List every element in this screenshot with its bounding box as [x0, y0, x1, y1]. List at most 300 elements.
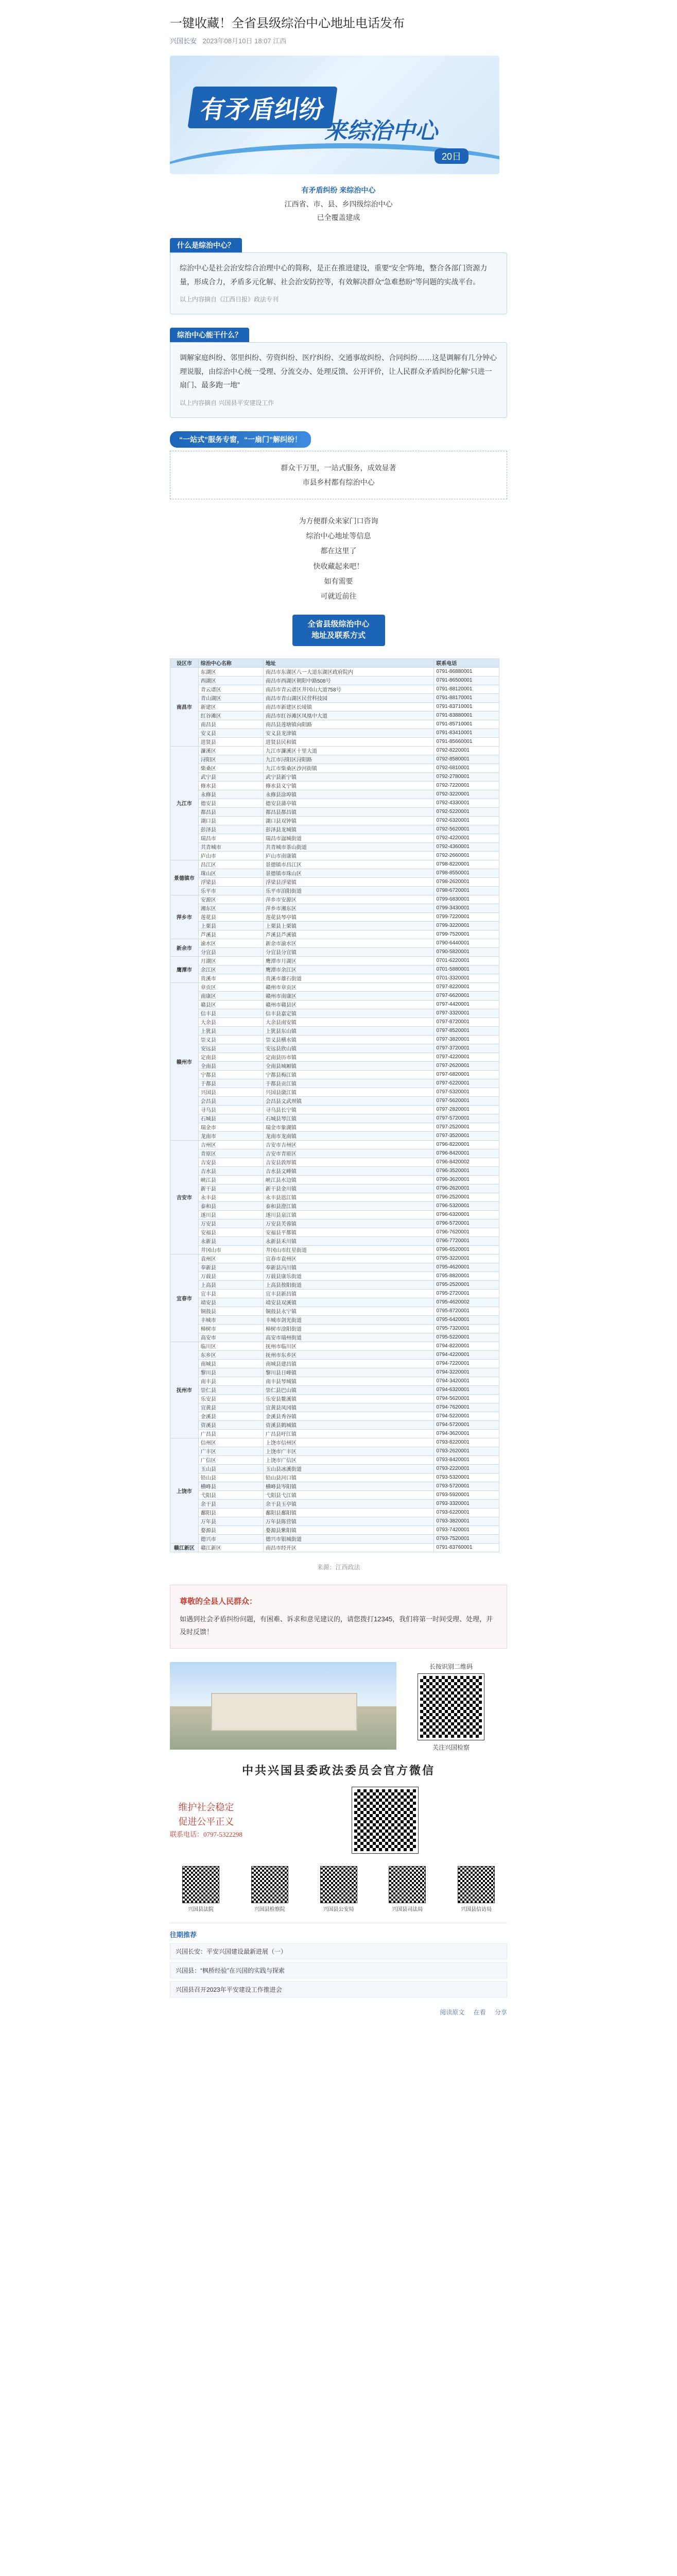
table-row	[170, 842, 499, 851]
table-row	[170, 1096, 499, 1105]
recent-item[interactable]: 兴国长安：平安兴国建设最新进展（一）	[170, 1943, 507, 1959]
center-name-cell: 东湖区	[198, 667, 263, 676]
center-name-cell: 吉水县	[198, 1166, 263, 1175]
center-name-cell: 玉山县	[198, 1464, 263, 1473]
table-row	[170, 1123, 499, 1131]
phone-cell[interactable]: 0701-5880001	[434, 965, 499, 974]
phone-cell[interactable]: 0795-8720001	[434, 1307, 499, 1315]
table-row	[170, 1420, 499, 1429]
committee-title: 中共兴国县委政法委员会官方微信	[241, 1764, 435, 1777]
slogan-phone: 联系电话：0797-5322298	[170, 1831, 242, 1839]
address-cell: 樟树市淦阳街道	[263, 1324, 433, 1333]
phone-cell[interactable]: 0794-7620001	[434, 1403, 499, 1412]
table-row	[170, 1079, 499, 1088]
phone-cell[interactable]: 0792-5220001	[434, 807, 499, 816]
phone-cell[interactable]: 0797-5320001	[434, 1088, 499, 1096]
scene-head: “一站式”服务专窗，“一扇门”解纠纷！	[170, 431, 311, 448]
table-row	[170, 755, 499, 764]
qr-item-label: 兴国县法院	[188, 1906, 214, 1912]
address-cell: 寻乌县长宁镇	[263, 1105, 433, 1114]
center-name-cell: 广信区	[198, 1455, 263, 1464]
phone-cell[interactable]: 0797-8720001	[434, 1018, 499, 1026]
phone-cell[interactable]: 0791-85710001	[434, 720, 499, 728]
table-row	[170, 895, 499, 904]
address-cell: 赣州市南康区	[263, 991, 433, 1000]
phone-cell[interactable]: 0792-3220001	[434, 790, 499, 799]
address-cell: 全南县城厢镇	[263, 1061, 433, 1070]
address-cell: 湖口县双钟镇	[263, 816, 433, 825]
slogan-line1: 维护社会稳定	[178, 1802, 234, 1812]
center-name-cell: 芦溪县	[198, 930, 263, 939]
address-cell: 南昌县莲塘镇向阳路	[263, 720, 433, 728]
address-cell: 景德镇市昌江区	[263, 860, 433, 869]
table-row	[170, 1272, 499, 1280]
phone-cell[interactable]: 0797-8520001	[434, 1026, 499, 1035]
table-row	[170, 1543, 499, 1552]
table-row	[170, 1228, 499, 1236]
phone-cell[interactable]: 0792-7220001	[434, 781, 499, 790]
address-cell: 泰和县澄江镇	[263, 1201, 433, 1210]
table-row	[170, 860, 499, 869]
phone-cell[interactable]: 0795-4620002	[434, 1298, 499, 1307]
poem	[170, 514, 507, 604]
phone-cell[interactable]: 0793-8220001	[434, 1438, 499, 1447]
phone-cell[interactable]: 0799-6830001	[434, 895, 499, 904]
address-cell: 于都县贡江镇	[263, 1079, 433, 1088]
phone-cell[interactable]: 0792-6320001	[434, 816, 499, 825]
center-name-cell: 共青城市	[198, 842, 263, 851]
phone-cell[interactable]: 0797-3320001	[434, 1009, 499, 1018]
center-name-cell: 万载县	[198, 1272, 263, 1280]
table-row	[170, 746, 499, 755]
address-cell: 南昌市东湖区八一大道东湖区政府院内	[263, 667, 433, 676]
intro-line2: 江西省、市、县、乡四级综治中心	[284, 199, 393, 208]
table-row	[170, 693, 499, 702]
phone-cell[interactable]: 0799-3430001	[434, 904, 499, 912]
center-name-cell: 南丰县	[198, 1377, 263, 1385]
address-cell: 南昌市青山湖区民营科技园	[263, 693, 433, 702]
table-row	[170, 1201, 499, 1210]
section1-source: 以上内容摘自《江西日报》政法专刊	[180, 296, 279, 303]
phone-cell[interactable]: 0794-5620001	[434, 1394, 499, 1403]
phone-cell[interactable]: 0793-5320001	[434, 1473, 499, 1482]
address-cell: 抚州市东乡区	[263, 1350, 433, 1359]
qr-item[interactable]	[313, 1865, 364, 1912]
phone-cell[interactable]: 0797-3820001	[434, 1035, 499, 1044]
table-row	[170, 667, 499, 676]
address-cell: 九江市柴桑区沙河街镇	[263, 764, 433, 772]
phone-cell[interactable]: 0793-8420001	[434, 1455, 499, 1464]
qr-row	[175, 1865, 502, 1912]
phone-cell[interactable]: 0797-3720001	[434, 1044, 499, 1053]
address-cell: 鹰潭市余江区	[263, 965, 433, 974]
center-name-cell: 于都县	[198, 1079, 263, 1088]
address-cell: 九江市浔阳区浔阳路	[263, 755, 433, 764]
center-name-cell: 吉州区	[198, 1140, 263, 1149]
city-cell: 南昌市	[170, 667, 199, 746]
address-cell: 南城县建昌镇	[263, 1359, 433, 1368]
address-cell: 抚州市临川区	[263, 1342, 433, 1350]
phone-cell[interactable]: 0797-2620001	[434, 1061, 499, 1070]
table-row	[170, 921, 499, 930]
center-name-cell: 彭泽县	[198, 825, 263, 834]
phone-cell[interactable]: 0794-3220001	[434, 1368, 499, 1377]
phone-cell[interactable]: 0794-5220001	[434, 1412, 499, 1420]
address-cell: 崇仁县巴山镇	[263, 1385, 433, 1394]
phone-cell[interactable]: 0795-2720001	[434, 1289, 499, 1298]
recent-head: 往期推荐	[170, 1930, 197, 1939]
address-cell: 广昌县旴江镇	[263, 1429, 433, 1438]
phone-cell[interactable]: 0791-83410001	[434, 728, 499, 737]
phone-cell[interactable]: 0790-6440001	[434, 939, 499, 947]
table-row	[170, 939, 499, 947]
address-cell: 进贤县民和镇	[263, 737, 433, 746]
phone-cell[interactable]: 0793-6220001	[434, 1508, 499, 1517]
center-name-cell: 安远县	[198, 1044, 263, 1053]
phone-cell[interactable]: 0796-5320001	[434, 1201, 499, 1210]
table-row	[170, 728, 499, 737]
city-cell: 宜春市	[170, 1254, 199, 1342]
address-cell: 大余县南安镇	[263, 1018, 433, 1026]
center-name-cell: 上犹县	[198, 1026, 263, 1035]
center-name-cell: 青原区	[198, 1149, 263, 1158]
phone-cell[interactable]: 0795-6420001	[434, 1315, 499, 1324]
center-name-cell: 贵溪市	[198, 974, 263, 982]
center-name-cell: 宁都县	[198, 1070, 263, 1079]
table-row	[170, 1473, 499, 1482]
account-link[interactable]: 兴国长安	[170, 37, 197, 45]
table-row	[170, 799, 499, 807]
center-name-cell: 乐安县	[198, 1394, 263, 1403]
center-name-cell: 兴国县	[198, 1088, 263, 1096]
address-cell: 赣州市赣县区	[263, 1000, 433, 1009]
scene-line2: 市县乡村都有综治中心	[302, 478, 375, 486]
phone-cell[interactable]: 0793-2220001	[434, 1464, 499, 1473]
table-row	[170, 1149, 499, 1158]
table-row	[170, 956, 499, 965]
building-shape	[211, 1693, 357, 1731]
address-cell: 瑞昌市湓城街道	[263, 834, 433, 842]
address-cell: 庐山市南康镇	[263, 851, 433, 860]
phone-cell[interactable]: 0798-8220001	[434, 860, 499, 869]
center-name-cell: 崇仁县	[198, 1385, 263, 1394]
address-cell: 彭泽县龙城镇	[263, 825, 433, 834]
table-row	[170, 685, 499, 693]
phone-cell[interactable]: 0793-2620001	[434, 1447, 499, 1455]
qr-code-icon	[321, 1867, 357, 1903]
share-link[interactable]: 分享	[494, 2008, 507, 2016]
phone-cell[interactable]: 0797-5720001	[434, 1114, 499, 1123]
committee-qr-icon[interactable]	[352, 1787, 418, 1853]
phone-cell[interactable]: 0792-5620001	[434, 825, 499, 834]
center-name-cell: 濂溪区	[198, 746, 263, 755]
city-cell: 新余市	[170, 939, 199, 956]
phone-cell[interactable]: 0799-7520001	[434, 930, 499, 939]
address-cell: 奉新县冯川镇	[263, 1263, 433, 1272]
address-cell: 铜鼓县永宁镇	[263, 1307, 433, 1315]
address-cell: 南昌市红谷滩区凤凰中大道	[263, 711, 433, 720]
center-name-cell: 湘东区	[198, 904, 263, 912]
phone-cell[interactable]: 0794-5720001	[434, 1420, 499, 1429]
phone-cell[interactable]: 0791-83710001	[434, 702, 499, 711]
address-cell: 信丰县嘉定镇	[263, 1009, 433, 1018]
table-row	[170, 1464, 499, 1473]
center-name-cell: 余干县	[198, 1499, 263, 1508]
address-cell: 万安县芙蓉镇	[263, 1219, 433, 1228]
phone-cell[interactable]: 0796-2620001	[434, 1184, 499, 1193]
qr-item[interactable]	[175, 1865, 227, 1912]
center-name-cell: 安源区	[198, 895, 263, 904]
center-name-cell: 上高县	[198, 1280, 263, 1289]
table-row	[170, 1307, 499, 1315]
phone-cell[interactable]: 0797-6620001	[434, 991, 499, 1000]
table-header-row	[170, 658, 499, 667]
table-row	[170, 1131, 499, 1140]
phone-cell[interactable]: 0792-6810001	[434, 764, 499, 772]
phone-cell[interactable]: 0797-2820001	[434, 1105, 499, 1114]
phone-cell[interactable]: 0792-8580001	[434, 755, 499, 764]
phone-cell[interactable]: 0791-85660001	[434, 737, 499, 746]
table-row	[170, 982, 499, 991]
phone-cell[interactable]: 0792-2780001	[434, 772, 499, 781]
address-cell: 南昌市西湖区朝阳中路508号	[263, 676, 433, 685]
phone-cell[interactable]: 0791-83760001	[434, 1543, 499, 1552]
address-cell: 弋阳县弋江镇	[263, 1490, 433, 1499]
center-name-cell: 浔阳区	[198, 755, 263, 764]
phone-cell[interactable]: 0796-8420001	[434, 1149, 499, 1158]
phone-cell[interactable]: 0796-6520001	[434, 1245, 499, 1254]
phone-cell[interactable]: 0795-7320001	[434, 1324, 499, 1333]
table-row	[170, 1263, 499, 1272]
phone-cell[interactable]: 0797-6220001	[434, 1079, 499, 1088]
phone-cell[interactable]: 0791-83880001	[434, 711, 499, 720]
phone-cell[interactable]: 0793-7520001	[434, 1534, 499, 1543]
phone-cell[interactable]: 0795-4620001	[434, 1263, 499, 1272]
banner-line3: 20日	[435, 148, 468, 164]
phone-cell[interactable]: 0791-88120001	[434, 685, 499, 693]
center-name-cell: 广丰区	[198, 1447, 263, 1455]
center-name-cell: 青山湖区	[198, 693, 263, 702]
table-row	[170, 1438, 499, 1447]
table-row	[170, 1193, 499, 1201]
section2-source: 以上内容摘自 兴国县平安建设工作	[180, 399, 274, 406]
phone-cell[interactable]: 0792-4220001	[434, 834, 499, 842]
qr-code-icon[interactable]	[418, 1674, 484, 1740]
phone-cell[interactable]: 0797-6820001	[434, 1070, 499, 1079]
table-row	[170, 1166, 499, 1175]
table-header-cell: 联系电话	[434, 658, 499, 667]
qr-block	[405, 1662, 497, 1752]
phone-cell[interactable]: 0799-3220001	[434, 921, 499, 930]
phone-cell[interactable]: 0790-5820001	[434, 947, 499, 956]
address-cell: 吉安市吉州区	[263, 1140, 433, 1149]
intro-line3: 已全覆盖建成	[317, 213, 360, 222]
phone-cell[interactable]: 0797-2520001	[434, 1123, 499, 1131]
phone-cell[interactable]: 0794-6320001	[434, 1385, 499, 1394]
phone-cell[interactable]: 0793-5920001	[434, 1490, 499, 1499]
address-cell: 金溪县秀谷镇	[263, 1412, 433, 1420]
phone-cell[interactable]: 0701-6220001	[434, 956, 499, 965]
address-cell: 遂川县泉江镇	[263, 1210, 433, 1219]
address-cell: 德安县蒲亭镇	[263, 799, 433, 807]
address-cell: 龙南市龙南镇	[263, 1131, 433, 1140]
phone-cell[interactable]: 0794-8220001	[434, 1342, 499, 1350]
table-row	[170, 702, 499, 711]
address-cell: 安远县欣山镇	[263, 1044, 433, 1053]
qr-item[interactable]	[450, 1865, 502, 1912]
phone-cell[interactable]: 0795-8820001	[434, 1272, 499, 1280]
phone-cell[interactable]: 0795-3220001	[434, 1254, 499, 1263]
phone-cell[interactable]: 0798-6720001	[434, 886, 499, 895]
table-row	[170, 869, 499, 877]
center-name-cell: 金溪县	[198, 1412, 263, 1420]
center-name-cell: 遂川县	[198, 1210, 263, 1219]
center-name-cell: 南城县	[198, 1359, 263, 1368]
address-cell: 兴国县潋江镇	[263, 1088, 433, 1096]
address-cell: 井冈山市红星街道	[263, 1245, 433, 1254]
city-cell: 萍乡市	[170, 895, 199, 939]
table-row	[170, 1315, 499, 1324]
phone-cell[interactable]: 0797-4220001	[434, 1053, 499, 1061]
address-cell: 安义县龙津镇	[263, 728, 433, 737]
center-name-cell: 浮梁县	[198, 877, 263, 886]
phone-cell[interactable]: 0796-3620001	[434, 1175, 499, 1184]
center-name-cell: 广昌县	[198, 1429, 263, 1438]
phone-cell[interactable]: 0799-7220001	[434, 912, 499, 921]
phone-cell[interactable]: 0794-3620001	[434, 1429, 499, 1438]
center-name-cell: 泰和县	[198, 1201, 263, 1210]
phone-cell[interactable]: 0791-88170001	[434, 693, 499, 702]
center-name-cell: 铅山县	[198, 1473, 263, 1482]
phone-cell[interactable]: 0793-3820001	[434, 1517, 499, 1526]
recent-item[interactable]: 兴国县召开2023年平安建设工作推进会	[170, 1981, 507, 1997]
table-row	[170, 1482, 499, 1490]
phone-cell[interactable]: 0796-7720001	[434, 1236, 499, 1245]
phone-cell[interactable]: 0792-4330001	[434, 799, 499, 807]
table-row	[170, 1158, 499, 1166]
center-name-cell: 横峰县	[198, 1482, 263, 1490]
article	[170, 0, 507, 2024]
scene-box	[170, 451, 507, 499]
phone-cell[interactable]: 0793-3320001	[434, 1499, 499, 1508]
center-name-cell: 德兴市	[198, 1534, 263, 1543]
phone-cell[interactable]: 0791-86500001	[434, 676, 499, 685]
article-title: 一键收藏！全省县级综治中心地址电话发布	[170, 16, 405, 30]
article-meta	[170, 36, 507, 45]
phone-cell[interactable]: 0796-2520001	[434, 1193, 499, 1201]
phone-cell[interactable]: 0792-4360001	[434, 842, 499, 851]
table-row	[170, 1333, 499, 1342]
address-cell: 鄱阳县鄱阳镇	[263, 1508, 433, 1517]
phone-cell[interactable]: 0796-7620001	[434, 1228, 499, 1236]
banner-line2: 来综治中心	[324, 118, 438, 144]
read-original-link[interactable]: 阅读原文	[440, 2008, 465, 2016]
qr-item[interactable]	[244, 1865, 296, 1912]
phone-cell[interactable]: 0797-3520001	[434, 1131, 499, 1140]
center-name-cell: 安福县	[198, 1228, 263, 1236]
table-row	[170, 1350, 499, 1359]
phone-cell[interactable]: 0795-5220001	[434, 1333, 499, 1342]
city-cell: 吉安市	[170, 1140, 199, 1254]
city-cell: 上饶市	[170, 1438, 199, 1543]
table-row	[170, 825, 499, 834]
phone-cell[interactable]: 0797-5620001	[434, 1096, 499, 1105]
center-name-cell: 万年县	[198, 1517, 263, 1526]
phone-cell[interactable]: 0793-5720001	[434, 1482, 499, 1490]
phone-cell[interactable]: 0798-2620001	[434, 877, 499, 886]
address-cell: 上饶市广信区	[263, 1455, 433, 1464]
table-row	[170, 1210, 499, 1219]
phone-cell[interactable]: 0792-8220001	[434, 746, 499, 755]
intro-line1: 有矛盾纠纷 来综治中心	[301, 186, 376, 195]
table-row	[170, 834, 499, 842]
address-cell: 萍乡市湘东区	[263, 904, 433, 912]
poem-line: 可就近前往	[320, 592, 357, 601]
table-row	[170, 1026, 499, 1035]
address-cell: 德兴市银城街道	[263, 1534, 433, 1543]
phone-cell[interactable]: 0796-5720001	[434, 1219, 499, 1228]
promo-row	[170, 1662, 507, 1752]
phone-cell[interactable]: 0796-6320001	[434, 1210, 499, 1219]
recent-item[interactable]: 兴国县：“枫桥经验”在兴国的实践与探索	[170, 1962, 507, 1978]
phone-cell[interactable]: 0797-4420001	[434, 1000, 499, 1009]
poem-line: 为方便群众来家门口咨询	[299, 516, 378, 525]
address-cell: 共青城市茶山街道	[263, 842, 433, 851]
table-header-cell: 地址	[263, 658, 433, 667]
address-cell: 高安市瑞州街道	[263, 1333, 433, 1342]
table-row	[170, 1324, 499, 1333]
section1-box	[170, 252, 507, 314]
center-name-cell: 瑞昌市	[198, 834, 263, 842]
address-cell: 安福县平都镇	[263, 1228, 433, 1236]
phone-cell[interactable]: 0794-4220001	[434, 1350, 499, 1359]
address-cell: 修水县义宁镇	[263, 781, 433, 790]
address-cell: 南昌市新建区长堎镇	[263, 702, 433, 711]
phone-cell[interactable]: 0798-8550001	[434, 869, 499, 877]
center-name-cell: 修水县	[198, 781, 263, 790]
phone-cell[interactable]: 0793-7420001	[434, 1526, 499, 1534]
center-name-cell: 会昌县	[198, 1096, 263, 1105]
center-name-cell: 崇义县	[198, 1035, 263, 1044]
center-name-cell: 柴桑区	[198, 764, 263, 772]
look-link[interactable]: 在看	[473, 2008, 486, 2016]
table-row	[170, 1394, 499, 1403]
table-row	[170, 974, 499, 982]
table-row	[170, 930, 499, 939]
table-row	[170, 1070, 499, 1079]
center-name-cell: 月湖区	[198, 956, 263, 965]
phone-cell[interactable]: 0791-86880001	[434, 667, 499, 676]
address-cell: 万载县康乐街道	[263, 1272, 433, 1280]
table-row	[170, 1455, 499, 1464]
slogan-row	[170, 1784, 507, 1856]
phone-cell[interactable]: 0795-2520001	[434, 1280, 499, 1289]
qr-item[interactable]	[381, 1865, 433, 1912]
center-name-cell: 高安市	[198, 1333, 263, 1342]
phone-cell[interactable]: 0792-2660001	[434, 851, 499, 860]
phone-cell[interactable]: 0796-3520001	[434, 1166, 499, 1175]
address-cell: 余干县玉亭镇	[263, 1499, 433, 1508]
phone-cell[interactable]: 0701-3320001	[434, 974, 499, 982]
address-cell: 永丰县恩江镇	[263, 1193, 433, 1201]
phone-cell[interactable]: 0796-8420002	[434, 1158, 499, 1166]
phone-cell[interactable]: 0794-7220001	[434, 1359, 499, 1368]
table-row	[170, 1140, 499, 1149]
phone-cell[interactable]: 0797-8220001	[434, 982, 499, 991]
phone-cell[interactable]: 0794-3420001	[434, 1377, 499, 1385]
table-row	[170, 1184, 499, 1193]
phone-cell[interactable]: 0796-8220001	[434, 1140, 499, 1149]
